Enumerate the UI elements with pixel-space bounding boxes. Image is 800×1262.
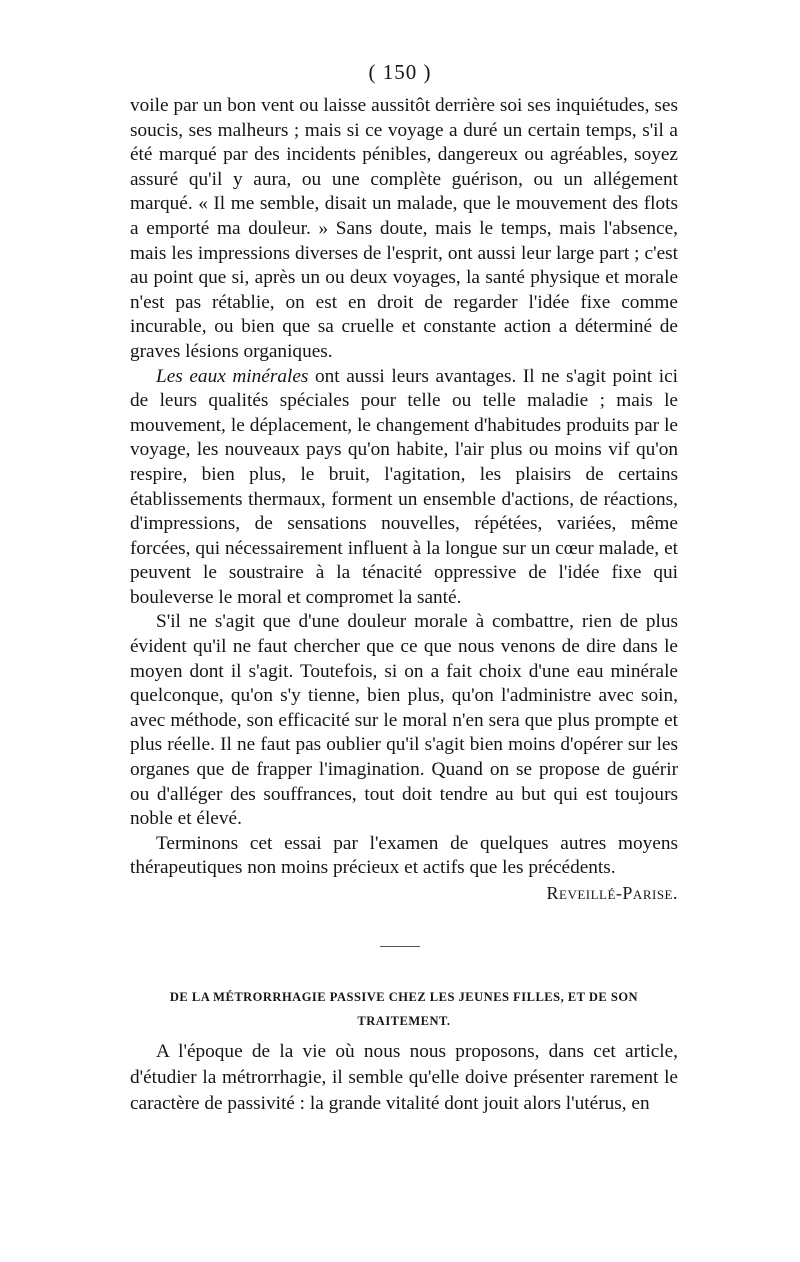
author-signature: Reveillé-Parise. [546, 883, 678, 903]
paragraph-mineral-waters [130, 365, 678, 611]
mineral-waters-lead: Les eaux minérales [156, 365, 309, 387]
section-divider [380, 946, 420, 947]
article-title-line-2: TRAITEMENT. [357, 1014, 451, 1028]
page-number: ( 150 ) [368, 60, 432, 84]
mineral-waters-text: ont aussi leurs avantages. Il ne s'agit point ici de leurs qualités spéciales pour telle ou telle maladie ; mais le mouvement, le déplacement, le changement d'habitudes produits par le voyage, les nouveaux pays qu'on habite, l'air plus ou moins vif qu'on respire, bien plus, le bruit, l'agitation, les plaisirs de certains établissements thermaux, forment un ensemble d'actions, de réactions, d'impressions, de sensations nouvelles, répétées, variées, même forcées, qui nécessairement influent à la longue sur un cœur malade, et peuvent le soustraire à la ténacité oppressive de l'idée fixe qui bouleverse le moral et compromet la santé. [130, 365, 678, 608]
paragraph-moral-pain: S'il ne s'agit que d'une douleur morale à combattre, rien de plus évident qu'il ne faut chercher que ce que nous venons de dire dans le moyen dont il s'agit. Toutefois, si on a fait choix d'une eau minérale quelconque, qu'on s'y tienne, bien plus, qu'on l'administre avec soin, avec méthode, son efficacité sur le moral n'en sera que plus prompte et plus réelle. Il ne faut pas oublier qu'il s'agit bien moins d'opérer sur les organes que de frapper l'imagination. Quand on se propose de guérir ou d'alléger des souffrances, tout doit tendre au but qui est toujours noble et élevé. [130, 611, 678, 830]
article-paragraph: A l'époque de la vie où nous nous proposons, dans cet article, d'étudier la métrorrhagie, il semble qu'elle doive présenter rarement le caractère de passivité : la grande vitalité dont jouit alors l'utérus, en [130, 1041, 678, 1114]
essay-body [130, 94, 678, 906]
article-body [130, 1039, 678, 1117]
article-title [130, 985, 678, 1033]
paragraph-conclusion: Terminons cet essai par l'examen de quelques autres moyens thérapeutiques non moins précieux et actifs que les précédents. [130, 832, 678, 879]
paragraph-voyage: voile par un bon vent ou laisse aussitôt derrière soi ses inquiétudes, ses soucis, ses malheurs ; mais si ce voyage a duré un certain temps, s'il a été marqué par des incidents pénibles, dangereux ou agréables, soyez assuré qu'il y aura, ou une complète guérison, ou un allégement marqué. « Il me semble, disait un malade, que le mouvement des flots a emporté ma douleur. » Sans doute, mais le temps, mais l'absence, mais les impressions diverses de l'esprit, ont aussi leur large part ; c'est au point que si, après un ou deux voyages, la santé physique et morale n'est pas rétablie, on est en droit de regarder l'idée fixe comme incurable, ou bien que sa cruelle et constante action a déterminé de graves lésions organiques. [130, 95, 678, 362]
article-title-line-1: DE LA MÉTRORRHAGIE PASSIVE CHEZ LES JEUNES FILLES, ET DE SON [169, 990, 639, 1004]
